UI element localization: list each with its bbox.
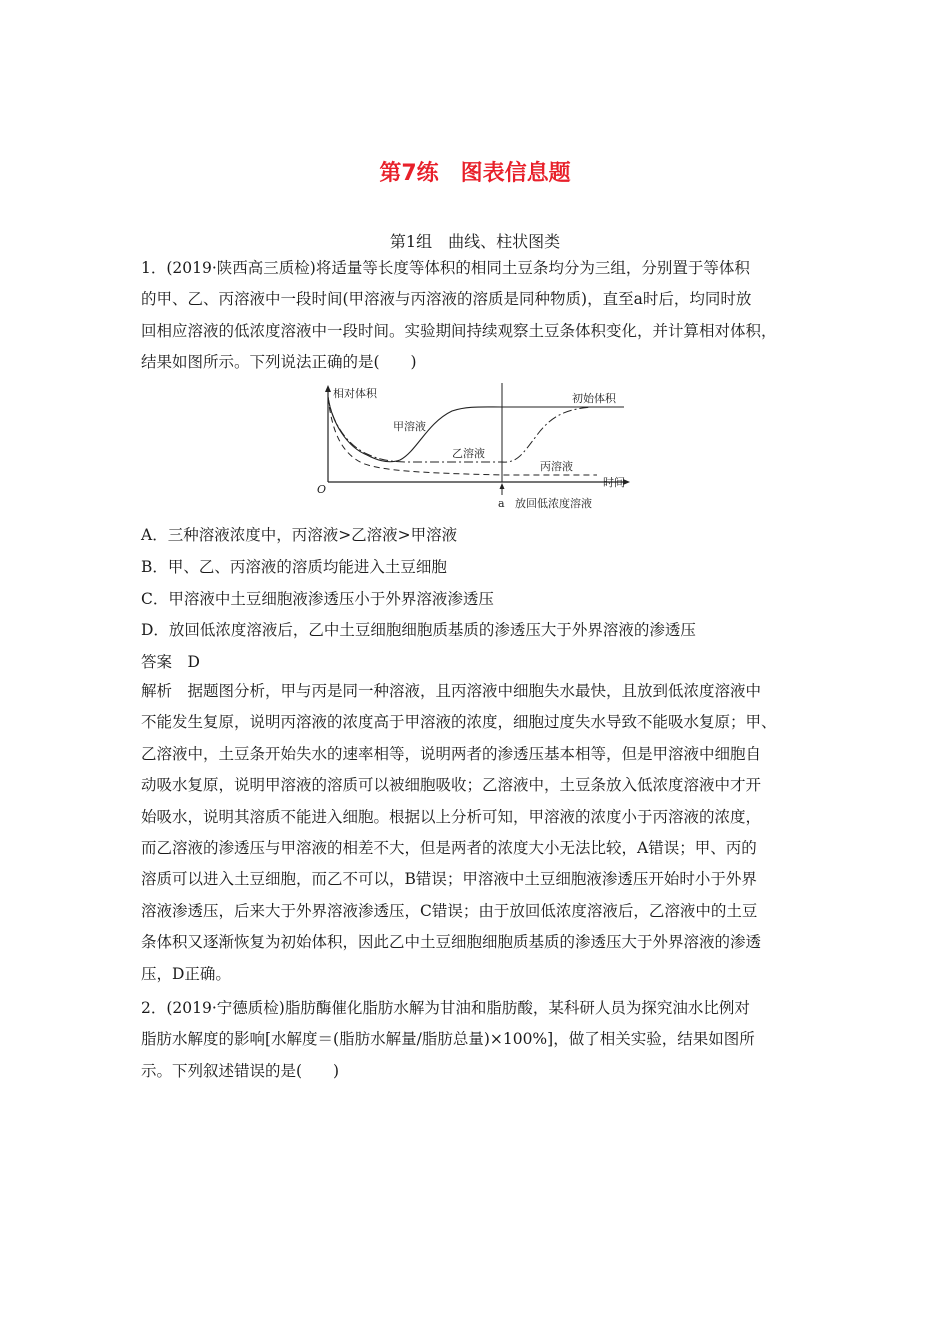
answer: 答案 D: [141, 653, 200, 671]
return-label: 放回低浓度溶液: [515, 497, 592, 510]
initial-volume-label: 初始体积: [572, 392, 616, 405]
x-axis-label: 时间: [603, 476, 625, 489]
q1-line: 的甲、乙、丙溶液中一段时间(甲溶液与丙溶液的溶质是同种物质)，直至a时后，均同时放: [141, 290, 752, 309]
y-axis-label: 相对体积: [333, 387, 377, 400]
bing-label: 丙溶液: [540, 460, 573, 473]
option-b: B．甲、乙、丙溶液的溶质均能进入土豆细胞: [141, 558, 447, 576]
yi-label: 乙溶液: [452, 447, 485, 460]
jia-label: 甲溶液: [393, 420, 426, 433]
option-d: D．放回低浓度溶液后，乙中土豆细胞细胞质基质的渗透压大于外界溶液的渗透压: [141, 621, 696, 639]
q1-line: 结果如图所示。下列说法正确的是( ): [141, 353, 417, 372]
q1-line: 回相应溶液的低浓度溶液中一段时间。实验期间持续观察土豆条体积变化，并计算相对体积，: [141, 321, 777, 340]
analysis-line: 压，D正确。: [141, 964, 231, 983]
option-c: C．甲溶液中土豆细胞液渗透压小于外界溶液渗透压: [141, 590, 494, 608]
y-axis-arrow: [325, 385, 331, 392]
volume-curve-figure: [312, 383, 642, 513]
analysis-line: 解析 据题图分析，甲与丙是同一种溶液，且丙溶液中细胞失水最快，且放到低浓度溶液中: [141, 682, 762, 700]
analysis-line: 溶质可以进入土豆细胞，而乙不可以，B错误；甲溶液中土豆细胞液渗透压开始时小于外界: [141, 870, 757, 889]
question-2-stem: [141, 993, 813, 1087]
analysis-line: 条体积又逐渐恢复为初始体积，因此乙中土豆细胞细胞质基质的渗透压大于外界溶液的渗透: [141, 933, 762, 952]
section-heading: 第1组 曲线、柱状图类: [389, 232, 561, 251]
question-1-stem: [141, 253, 813, 379]
analysis-line: 溶液渗透压，后来大于外界溶液渗透压，C错误；由于放回低浓度溶液后，乙溶液中的土豆: [141, 901, 758, 920]
q1-line: 1．(2019·陕西高三质检)将适量等长度等体积的相同土豆条均分为三组，分别置于等体积: [141, 259, 750, 277]
q2-line: 脂肪水解度的影响[水解度＝(脂肪水解量/脂肪总量)×100%]，做了相关实验，结果如图所: [141, 1030, 755, 1049]
option-a: A．三种溶液浓度中，丙溶液>乙溶液>甲溶液: [141, 526, 458, 544]
analysis-line: 始吸水，说明其溶质不能进入细胞。根据以上分析可知，甲溶液的浓度小于丙溶液的浓度，: [141, 807, 762, 826]
analysis-line: 动吸水复原，说明甲溶液的溶质可以被细胞吸收；乙溶液中，土豆条放入低浓度溶液中才开: [141, 776, 762, 795]
page-title: 第7练 图表信息题: [379, 161, 571, 186]
analysis-line: 乙溶液中，土豆条开始失水的速率相等，说明两者的渗透压基本相等，但是甲溶液中细胞自: [141, 744, 762, 763]
q2-line: 2．(2019·宁德质检)脂肪酶催化脂肪水解为甘油和脂肪酸，某科研人员为探究油水比例对: [141, 999, 750, 1017]
analysis-line: 而乙溶液的渗透压与甲溶液的相差不大，但是两者的浓度大小无法比较，A错误；甲、丙的: [141, 839, 757, 858]
analysis-line: 不能发生复原，说明丙溶液的浓度高于甲溶液的浓度，细胞过度失水导致不能吸水复原；甲、: [141, 713, 777, 732]
origin-label: O: [317, 483, 327, 496]
a-label: a: [498, 497, 505, 510]
analysis: [141, 676, 813, 990]
q2-line: 示。下列叙述错误的是( ): [141, 1061, 340, 1080]
